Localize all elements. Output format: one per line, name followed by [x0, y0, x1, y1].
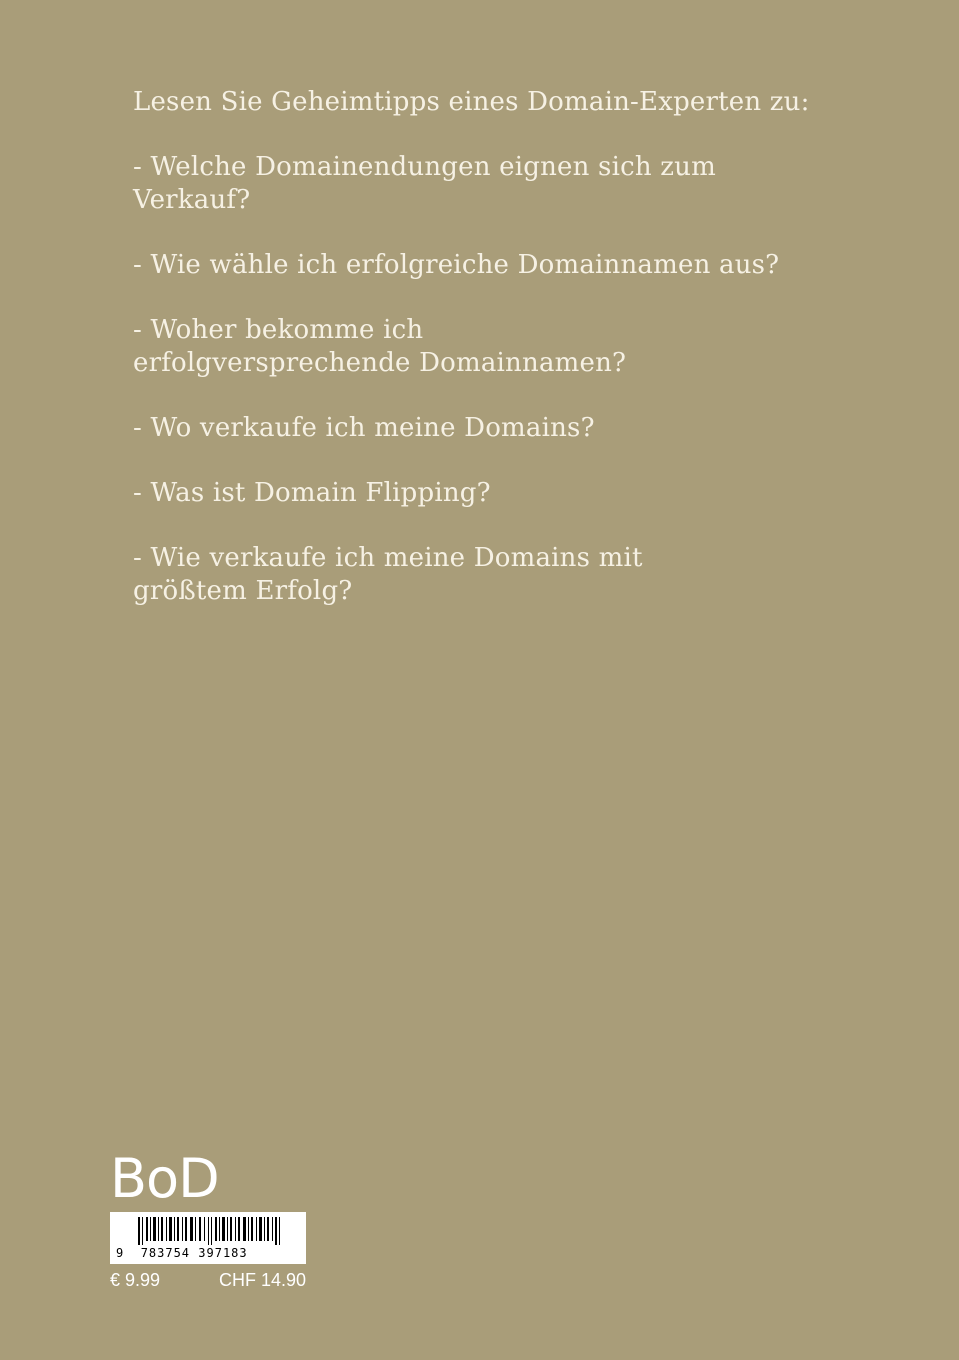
intro-text: Lesen Sie Geheimtipps eines Domain-Experten zu:	[133, 87, 810, 117]
question-item: - Welche Domainendungen eignen sich zum Verkauf?	[133, 152, 716, 215]
question-item: - Was ist Domain Flipping?	[133, 478, 491, 508]
price-eur: € 9.99	[110, 1270, 161, 1290]
barcode-group-2: 397183	[198, 1246, 248, 1260]
barcode-group-1: 783754	[140, 1246, 191, 1260]
barcode-bars	[138, 1217, 303, 1245]
publisher-logo: BoD	[110, 1147, 219, 1210]
prices	[110, 1270, 306, 1291]
question-item: - Wie verkaufe ich meine Domains mit größtem Erfolg?	[133, 543, 643, 606]
price-chf: CHF 14.90	[218, 1270, 306, 1290]
isbn-barcode	[110, 1212, 306, 1264]
question-item: - Wo verkaufe ich meine Domains?	[133, 413, 595, 443]
question-item: - Woher bekomme ich erfolgversprechende Domainnamen?	[133, 315, 627, 378]
barcode-digits	[116, 1246, 248, 1260]
back-cover-text	[133, 86, 833, 640]
question-item: - Wie wähle ich erfolgreiche Domainnamen aus?	[133, 250, 780, 280]
barcode-first-digit: 9	[116, 1246, 125, 1260]
publisher-block	[110, 1147, 310, 1291]
